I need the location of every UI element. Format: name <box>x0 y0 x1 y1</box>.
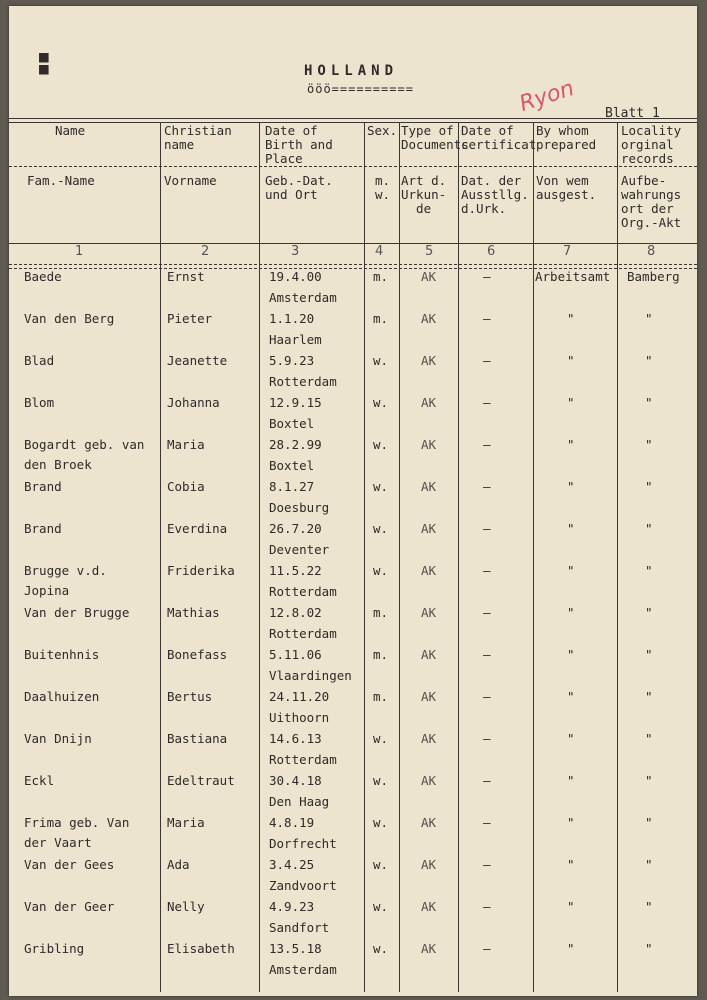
header-name-de: Fam.-Name <box>27 173 95 188</box>
cell-birth-date: 4.9.23 <box>269 899 315 914</box>
header-name-en: Name <box>55 123 86 138</box>
cell-cert-date: — <box>483 857 491 872</box>
cell-sex: w. <box>373 353 389 368</box>
column-number-3: 3 <box>291 244 300 259</box>
cell-first-name: Jeanette <box>167 353 228 368</box>
cell-first-name: Bertus <box>167 689 213 704</box>
cell-sex: w. <box>373 437 389 452</box>
cell-locality: " <box>645 395 653 410</box>
header-date-birth-en: Date of Birth and Place <box>265 123 333 166</box>
column-number-7: 7 <box>563 244 572 259</box>
cell-locality: " <box>645 311 653 326</box>
cell-doc-type: AK <box>421 437 437 452</box>
cell-birth-place: Haarlem <box>269 332 322 347</box>
cell-prepared-by: " <box>567 521 575 536</box>
cell-sex: w. <box>373 731 389 746</box>
cell-first-name: Ernst <box>167 269 205 284</box>
cell-doc-type: AK <box>421 773 437 788</box>
header-cert-date-de: Dat. der Ausstllg. d.Urk. <box>461 173 529 216</box>
cell-doc-type: AK <box>421 521 437 536</box>
red-stamp: Ryon <box>516 76 578 117</box>
cell-family-name: Buitenhnis <box>24 647 100 662</box>
cell-cert-date: — <box>483 647 491 662</box>
cell-sex: w. <box>373 773 389 788</box>
cell-sex: m. <box>373 647 389 662</box>
cell-cert-date: — <box>483 521 491 536</box>
cell-sex: w. <box>373 815 389 830</box>
cell-birth-place: Amsterdam <box>269 290 337 305</box>
cell-first-name: Nelly <box>167 899 205 914</box>
cell-family-name: Brugge v.d. <box>24 563 107 578</box>
cell-family-name: Van den Berg <box>24 311 115 326</box>
cell-locality: " <box>645 437 653 452</box>
cell-family-name-cont: der Vaart <box>24 835 92 850</box>
column-number-8: 8 <box>647 244 656 259</box>
cell-prepared-by: " <box>567 689 575 704</box>
cell-birth-date: 30.4.18 <box>269 773 322 788</box>
cell-first-name: Mathias <box>167 605 220 620</box>
header-sex-de: m. w. <box>375 173 391 202</box>
cell-locality: " <box>645 815 653 830</box>
cell-first-name: Bastiana <box>167 731 228 746</box>
cell-family-name-cont: den Broek <box>24 457 92 472</box>
cell-doc-type: AK <box>421 395 437 410</box>
cell-cert-date: — <box>483 815 491 830</box>
cell-locality: " <box>645 731 653 746</box>
cell-prepared-by: " <box>567 731 575 746</box>
cell-prepared-by: " <box>567 437 575 452</box>
cell-birth-place: Sandfort <box>269 920 330 935</box>
header-cert-date-en: Date of certificat <box>461 123 537 152</box>
header-mid-rule <box>9 166 697 167</box>
header-prepared-by-de: Von wem ausgest. <box>536 173 597 202</box>
cell-family-name: Van der Brugge <box>24 605 130 620</box>
cell-family-name: Frima geb. Van <box>24 815 130 830</box>
cell-family-name: Baede <box>24 269 62 284</box>
punch-hole-marks: ■ ■ <box>39 47 49 78</box>
cell-doc-type: AK <box>421 563 437 578</box>
cell-birth-place: Rotterdam <box>269 752 337 767</box>
cell-cert-date: — <box>483 941 491 956</box>
cell-prepared-by: " <box>567 815 575 830</box>
cell-sex: m. <box>373 605 389 620</box>
header-bottom-rule <box>9 243 697 244</box>
cell-first-name: Maria <box>167 437 205 452</box>
cell-birth-place: Rotterdam <box>269 374 337 389</box>
cell-cert-date: — <box>483 563 491 578</box>
cell-cert-date: — <box>483 353 491 368</box>
cell-locality: " <box>645 521 653 536</box>
column-number-5: 5 <box>425 244 434 259</box>
cell-birth-date: 12.9.15 <box>269 395 322 410</box>
cell-doc-type: AK <box>421 647 437 662</box>
cell-cert-date: — <box>483 269 491 284</box>
title-underline: ööö========== <box>307 82 414 96</box>
cell-birth-place: Deventer <box>269 542 330 557</box>
cell-cert-date: — <box>483 899 491 914</box>
cell-family-name-cont: Jopina <box>24 583 70 598</box>
column-number-1: 1 <box>75 244 84 259</box>
cell-sex: w. <box>373 857 389 872</box>
cell-doc-type: AK <box>421 899 437 914</box>
column-number-2: 2 <box>201 244 210 259</box>
cell-locality: " <box>645 689 653 704</box>
cell-family-name: Blad <box>24 353 55 368</box>
cell-first-name: Friderika <box>167 563 235 578</box>
cell-birth-date: 24.11.20 <box>269 689 330 704</box>
cell-birth-place: Rotterdam <box>269 626 337 641</box>
cell-locality: " <box>645 857 653 872</box>
cell-locality: " <box>645 353 653 368</box>
header-doc-type-en: Type of Documents <box>401 123 469 152</box>
cell-first-name: Cobia <box>167 479 205 494</box>
cell-locality: " <box>645 899 653 914</box>
cell-cert-date: — <box>483 395 491 410</box>
cell-sex: m. <box>373 269 389 284</box>
cell-sex: w. <box>373 521 389 536</box>
cell-locality: Bamberg <box>627 269 680 284</box>
col-divider-6 <box>533 122 534 992</box>
cell-birth-place: Boxtel <box>269 458 315 473</box>
cell-first-name: Maria <box>167 815 205 830</box>
col-divider-7 <box>617 122 618 992</box>
header-vorname-de: Vorname <box>164 173 217 188</box>
cell-locality: " <box>645 941 653 956</box>
cell-birth-date: 26.7.20 <box>269 521 322 536</box>
cell-family-name: Brand <box>24 521 62 536</box>
col-divider-2 <box>259 122 260 992</box>
cell-first-name: Edeltraut <box>167 773 235 788</box>
col-divider-1 <box>160 122 161 992</box>
cell-doc-type: AK <box>421 311 437 326</box>
header-sex-en: Sex. <box>367 123 398 138</box>
cell-cert-date: — <box>483 311 491 326</box>
cell-first-name: Pieter <box>167 311 213 326</box>
cell-family-name: Blom <box>24 395 55 410</box>
cell-first-name: Johanna <box>167 395 220 410</box>
sheet-label: Blatt 1 <box>605 106 660 121</box>
cell-cert-date: — <box>483 437 491 452</box>
cell-prepared-by: " <box>567 773 575 788</box>
column-number-6: 6 <box>487 244 496 259</box>
cell-birth-place: Dorfrecht <box>269 836 337 851</box>
cell-cert-date: — <box>483 731 491 746</box>
cell-doc-type: AK <box>421 605 437 620</box>
cell-birth-place: Uithoorn <box>269 710 330 725</box>
cell-doc-type: AK <box>421 857 437 872</box>
cell-locality: " <box>645 605 653 620</box>
cell-doc-type: AK <box>421 269 437 284</box>
column-number-4: 4 <box>375 244 384 259</box>
header-doc-type-de: Art d. Urkun- de <box>401 173 447 216</box>
cell-family-name: Van der Geer <box>24 899 115 914</box>
cell-sex: w. <box>373 563 389 578</box>
document-sheet <box>9 6 697 996</box>
header-top-rule <box>9 118 697 119</box>
cell-sex: w. <box>373 941 389 956</box>
cell-prepared-by: " <box>567 353 575 368</box>
cell-locality: " <box>645 647 653 662</box>
cell-prepared-by: " <box>567 479 575 494</box>
header-locality-en: Locality orginal records <box>621 123 682 166</box>
cell-birth-date: 5.9.23 <box>269 353 315 368</box>
cell-first-name: Bonefass <box>167 647 228 662</box>
cell-locality: " <box>645 563 653 578</box>
cell-birth-place: Den Haag <box>269 794 330 809</box>
cell-birth-date: 19.4.00 <box>269 269 322 284</box>
cell-sex: w. <box>373 395 389 410</box>
cell-sex: w. <box>373 479 389 494</box>
cell-family-name: Brand <box>24 479 62 494</box>
header-top-rule-2 <box>9 122 697 123</box>
cell-cert-date: — <box>483 479 491 494</box>
cell-cert-date: — <box>483 689 491 704</box>
cell-sex: w. <box>373 899 389 914</box>
cell-family-name: Van Dnijn <box>24 731 92 746</box>
cell-birth-date: 8.1.27 <box>269 479 315 494</box>
cell-birth-place: Rotterdam <box>269 584 337 599</box>
header-locality-de: Aufbe- wahrungs ort der Org.-Akt <box>621 173 682 230</box>
cell-prepared-by: " <box>567 563 575 578</box>
cell-birth-date: 4.8.19 <box>269 815 315 830</box>
cell-sex: m. <box>373 689 389 704</box>
cell-first-name: Ada <box>167 857 190 872</box>
cell-birth-date: 3.4.25 <box>269 857 315 872</box>
cell-birth-place: Zandvoort <box>269 878 337 893</box>
cell-prepared-by: " <box>567 941 575 956</box>
cell-birth-place: Vlaardingen <box>269 668 352 683</box>
document-title: HOLLAND <box>304 63 399 79</box>
cell-birth-date: 13.5.18 <box>269 941 322 956</box>
cell-birth-date: 1.1.20 <box>269 311 315 326</box>
cell-doc-type: AK <box>421 731 437 746</box>
cell-family-name: Van der Gees <box>24 857 115 872</box>
cell-cert-date: — <box>483 605 491 620</box>
cell-prepared-by: " <box>567 857 575 872</box>
header-christian-name-en: Christian name <box>164 123 232 152</box>
cell-doc-type: AK <box>421 689 437 704</box>
cell-family-name: Bogardt geb. van <box>24 437 145 452</box>
cell-doc-type: AK <box>421 815 437 830</box>
cell-prepared-by: " <box>567 899 575 914</box>
cell-birth-place: Doesburg <box>269 500 330 515</box>
cell-first-name: Elisabeth <box>167 941 235 956</box>
cell-prepared-by: " <box>567 647 575 662</box>
cell-first-name: Everdina <box>167 521 228 536</box>
cell-family-name: Gribling <box>24 941 85 956</box>
cell-doc-type: AK <box>421 353 437 368</box>
cell-birth-place: Amsterdam <box>269 962 337 977</box>
cell-locality: " <box>645 773 653 788</box>
col-divider-5 <box>458 122 459 992</box>
cell-prepared-by: " <box>567 311 575 326</box>
cell-doc-type: AK <box>421 941 437 956</box>
header-prepared-by-en: By whom prepared <box>536 123 597 152</box>
cell-prepared-by: Arbeitsamt <box>535 269 611 284</box>
cell-sex: m. <box>373 311 389 326</box>
cell-family-name: Eckl <box>24 773 55 788</box>
cell-birth-date: 11.5.22 <box>269 563 322 578</box>
cell-family-name: Daalhuizen <box>24 689 100 704</box>
cell-prepared-by: " <box>567 605 575 620</box>
cell-cert-date: — <box>483 773 491 788</box>
cell-birth-date: 14.6.13 <box>269 731 322 746</box>
cell-birth-place: Boxtel <box>269 416 315 431</box>
body-top-rule <box>9 264 697 265</box>
cell-doc-type: AK <box>421 479 437 494</box>
header-geb-dat-de: Geb.-Dat. und Ort <box>265 173 333 202</box>
cell-birth-date: 12.8.02 <box>269 605 322 620</box>
cell-locality: " <box>645 479 653 494</box>
col-divider-4 <box>399 122 400 992</box>
col-divider-3 <box>364 122 365 992</box>
cell-birth-date: 5.11.06 <box>269 647 322 662</box>
cell-prepared-by: " <box>567 395 575 410</box>
cell-birth-date: 28.2.99 <box>269 437 322 452</box>
